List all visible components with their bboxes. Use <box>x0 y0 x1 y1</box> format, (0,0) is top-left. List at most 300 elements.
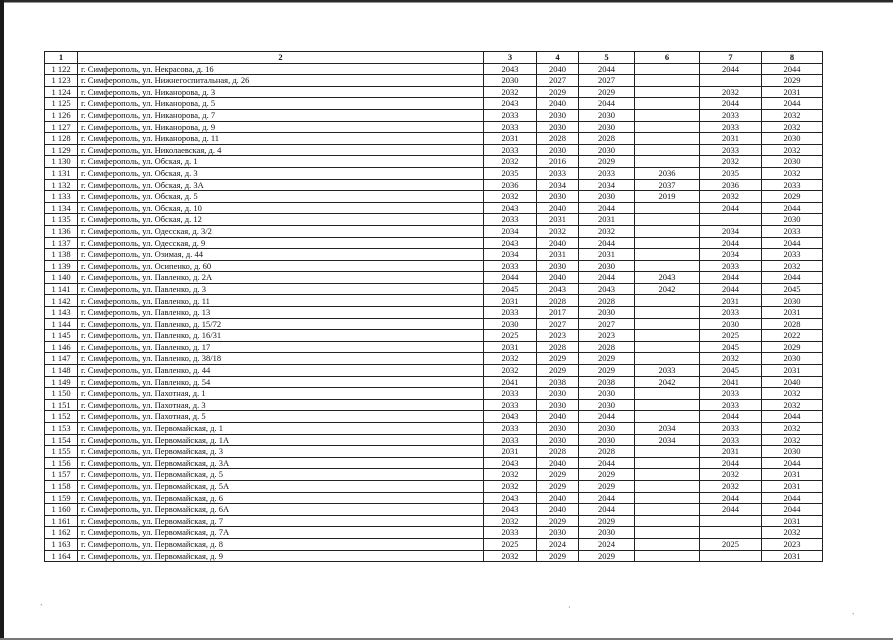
row-number-cell: 1 152 <box>45 411 78 423</box>
scan-top-edge <box>0 0 893 12</box>
col8-cell: 2029 <box>762 75 823 87</box>
address-cell: г. Симферополь, ул. Первомайская, д. 9 <box>78 550 484 562</box>
col8-cell: 2030 <box>762 133 823 145</box>
address-cell: г. Симферополь, ул. Никанорова, д. 9 <box>78 121 484 133</box>
col6-cell: 2036 <box>635 167 700 179</box>
row-number-cell: 1 150 <box>45 388 78 400</box>
col8-cell: 2044 <box>762 202 823 214</box>
column-header-7: 7 <box>700 52 762 64</box>
row-number-cell: 1 156 <box>45 457 78 469</box>
col3-cell: 2033 <box>484 423 537 435</box>
col7-cell: 2035 <box>700 167 762 179</box>
address-cell: г. Симферополь, ул. Первомайская, д. 7 <box>78 515 484 527</box>
col5-cell: 2030 <box>579 260 635 272</box>
col4-cell: 2030 <box>537 423 579 435</box>
col7-cell: 2031 <box>700 446 762 458</box>
col5-cell: 2028 <box>579 295 635 307</box>
col5-cell: 2030 <box>579 434 635 446</box>
table-row <box>45 353 823 365</box>
col6-cell <box>635 202 700 214</box>
address-cell: г. Симферополь, ул. Одесская, д. 3/2 <box>78 225 484 237</box>
row-number-cell: 1 124 <box>45 86 78 98</box>
col5-cell: 2044 <box>579 492 635 504</box>
col3-cell: 2034 <box>484 249 537 261</box>
address-cell: г. Симферополь, ул. Обская, д. 12 <box>78 214 484 226</box>
col5-cell: 2027 <box>579 318 635 330</box>
column-header-4: 4 <box>537 52 579 64</box>
row-number-cell: 1 153 <box>45 423 78 435</box>
table-body <box>45 63 823 562</box>
address-cell: г. Симферополь, ул. Обская, д. 5 <box>78 191 484 203</box>
col8-cell: 2030 <box>762 353 823 365</box>
col8-cell: 2032 <box>762 109 823 121</box>
col7-cell: 2032 <box>700 480 762 492</box>
table-row <box>45 214 823 226</box>
col5-cell: 2029 <box>579 550 635 562</box>
col4-cell: 2027 <box>537 75 579 87</box>
address-cell: г. Симферополь, ул. Никанорова, д. 7 <box>78 109 484 121</box>
col6-cell <box>635 330 700 342</box>
col4-cell: 2040 <box>537 63 579 75</box>
col6-cell <box>635 504 700 516</box>
col6-cell <box>635 388 700 400</box>
table-row <box>45 144 823 156</box>
col8-cell: 2031 <box>762 515 823 527</box>
col5-cell: 2044 <box>579 457 635 469</box>
col8-cell: 2028 <box>762 318 823 330</box>
row-number-cell: 1 163 <box>45 538 78 550</box>
table-row <box>45 399 823 411</box>
col5-cell: 2028 <box>579 341 635 353</box>
col8-cell: 2030 <box>762 156 823 168</box>
col7-cell: 2041 <box>700 376 762 388</box>
col3-cell: 2032 <box>484 550 537 562</box>
col7-cell: 2033 <box>700 307 762 319</box>
col4-cell: 2028 <box>537 295 579 307</box>
table-row <box>45 109 823 121</box>
address-cell: г. Симферополь, ул. Павленко, д. 17 <box>78 341 484 353</box>
col5-cell: 2028 <box>579 446 635 458</box>
col4-cell: 2029 <box>537 86 579 98</box>
address-cell: г. Симферополь, ул. Первомайская, д. 3А <box>78 457 484 469</box>
col6-cell <box>635 249 700 261</box>
col4-cell: 2030 <box>537 399 579 411</box>
address-cell: г. Симферополь, ул. Одесская, д. 9 <box>78 237 484 249</box>
col3-cell: 2031 <box>484 133 537 145</box>
col6-cell: 2037 <box>635 179 700 191</box>
col8-cell: 2033 <box>762 225 823 237</box>
col8-cell: 2044 <box>762 63 823 75</box>
col4-cell: 2028 <box>537 133 579 145</box>
col8-cell: 2022 <box>762 330 823 342</box>
table-row <box>45 237 823 249</box>
address-cell: г. Симферополь, ул. Обская, д. 1 <box>78 156 484 168</box>
col6-cell <box>635 86 700 98</box>
row-number-cell: 1 127 <box>45 121 78 133</box>
table-row <box>45 283 823 295</box>
scan-left-edge <box>0 0 4 640</box>
address-cell: г. Симферополь, ул. Нижнегоспитальная, д. 26 <box>78 75 484 87</box>
col8-cell: 2044 <box>762 98 823 110</box>
column-header-1: 1 <box>45 52 78 64</box>
row-number-cell: 1 135 <box>45 214 78 226</box>
col8-cell: 2030 <box>762 446 823 458</box>
address-cell: г. Симферополь, ул. Павленко, д. 3 <box>78 283 484 295</box>
row-number-cell: 1 148 <box>45 365 78 377</box>
col4-cell: 2033 <box>537 167 579 179</box>
row-number-cell: 1 130 <box>45 156 78 168</box>
table-row <box>45 446 823 458</box>
col5-cell: 2044 <box>579 504 635 516</box>
row-number-cell: 1 123 <box>45 75 78 87</box>
address-cell: г. Симферополь, ул. Никанорова, д. 11 <box>78 133 484 145</box>
col3-cell: 2032 <box>484 469 537 481</box>
col4-cell: 2030 <box>537 121 579 133</box>
table-row <box>45 249 823 261</box>
row-number-cell: 1 136 <box>45 225 78 237</box>
address-cell: г. Симферополь, ул. Павленко, д. 54 <box>78 376 484 388</box>
address-cell: г. Симферополь, ул. Павленко, д. 15/72 <box>78 318 484 330</box>
col7-cell: 2044 <box>700 63 762 75</box>
col4-cell: 2017 <box>537 307 579 319</box>
col3-cell: 2031 <box>484 341 537 353</box>
address-cell: г. Симферополь, ул. Павленко, д. 16/31 <box>78 330 484 342</box>
table-row <box>45 538 823 550</box>
col3-cell: 2035 <box>484 167 537 179</box>
col8-cell: 2044 <box>762 272 823 284</box>
address-cell: г. Симферополь, ул. Первомайская, д. 1 <box>78 423 484 435</box>
col4-cell: 2040 <box>537 411 579 423</box>
col8-cell: 2023 <box>762 538 823 550</box>
row-number-cell: 1 164 <box>45 550 78 562</box>
col4-cell: 2024 <box>537 538 579 550</box>
col6-cell: 2042 <box>635 376 700 388</box>
col7-cell: 2033 <box>700 260 762 272</box>
address-cell: г. Симферополь, ул. Первомайская, д. 8 <box>78 538 484 550</box>
col5-cell: 2030 <box>579 109 635 121</box>
table-row <box>45 469 823 481</box>
col8-cell: 2032 <box>762 121 823 133</box>
col6-cell <box>635 214 700 226</box>
col3-cell: 2036 <box>484 179 537 191</box>
col7-cell <box>700 550 762 562</box>
col8-cell: 2031 <box>762 469 823 481</box>
col5-cell: 2044 <box>579 411 635 423</box>
table-row <box>45 191 823 203</box>
col6-cell <box>635 492 700 504</box>
address-cell: г. Симферополь, ул. Пахотная, д. 1 <box>78 388 484 400</box>
table-row <box>45 365 823 377</box>
col4-cell: 2031 <box>537 214 579 226</box>
col7-cell: 2044 <box>700 98 762 110</box>
column-header-5: 5 <box>579 52 635 64</box>
col6-cell: 2019 <box>635 191 700 203</box>
row-number-cell: 1 141 <box>45 283 78 295</box>
col5-cell: 2030 <box>579 307 635 319</box>
col3-cell: 2041 <box>484 376 537 388</box>
col7-cell: 2044 <box>700 237 762 249</box>
address-cell: г. Симферополь, ул. Павленко, д. 13 <box>78 307 484 319</box>
table-row <box>45 492 823 504</box>
col6-cell <box>635 144 700 156</box>
col4-cell: 2029 <box>537 365 579 377</box>
col8-cell: 2032 <box>762 434 823 446</box>
col6-cell <box>635 98 700 110</box>
row-number-cell: 1 139 <box>45 260 78 272</box>
col3-cell: 2043 <box>484 504 537 516</box>
col4-cell: 2016 <box>537 156 579 168</box>
table-row <box>45 121 823 133</box>
col7-cell: 2032 <box>700 469 762 481</box>
col6-cell: 2042 <box>635 283 700 295</box>
col7-cell: 2044 <box>700 272 762 284</box>
row-number-cell: 1 154 <box>45 434 78 446</box>
col3-cell: 2043 <box>484 492 537 504</box>
column-header-3: 3 <box>484 52 537 64</box>
col6-cell <box>635 307 700 319</box>
col7-cell: 2033 <box>700 109 762 121</box>
col7-cell: 2025 <box>700 538 762 550</box>
table-row <box>45 341 823 353</box>
col5-cell: 2044 <box>579 237 635 249</box>
col3-cell: 2043 <box>484 202 537 214</box>
col3-cell: 2033 <box>484 434 537 446</box>
col5-cell: 2043 <box>579 283 635 295</box>
col5-cell: 2031 <box>579 214 635 226</box>
col4-cell: 2040 <box>537 237 579 249</box>
row-number-cell: 1 161 <box>45 515 78 527</box>
col7-cell <box>700 214 762 226</box>
row-number-cell: 1 143 <box>45 307 78 319</box>
col8-cell: 2044 <box>762 237 823 249</box>
table-row <box>45 457 823 469</box>
address-cell: г. Симферополь, ул. Первомайская, д. 6 <box>78 492 484 504</box>
col6-cell: 2034 <box>635 423 700 435</box>
col3-cell: 2032 <box>484 515 537 527</box>
col3-cell: 2033 <box>484 260 537 272</box>
table-row <box>45 272 823 284</box>
col6-cell <box>635 156 700 168</box>
table-row <box>45 86 823 98</box>
col4-cell: 2040 <box>537 272 579 284</box>
col5-cell: 2033 <box>579 167 635 179</box>
col8-cell: 2031 <box>762 550 823 562</box>
col6-cell <box>635 341 700 353</box>
col7-cell: 2025 <box>700 330 762 342</box>
row-number-cell: 1 159 <box>45 492 78 504</box>
col7-cell <box>700 515 762 527</box>
table-row <box>45 550 823 562</box>
row-number-cell: 1 142 <box>45 295 78 307</box>
col6-cell <box>635 260 700 272</box>
col4-cell: 2032 <box>537 225 579 237</box>
col7-cell: 2033 <box>700 434 762 446</box>
table-row <box>45 156 823 168</box>
col5-cell: 2029 <box>579 86 635 98</box>
col4-cell: 2040 <box>537 98 579 110</box>
col8-cell: 2032 <box>762 399 823 411</box>
col5-cell: 2029 <box>579 156 635 168</box>
col3-cell: 2034 <box>484 225 537 237</box>
col7-cell: 2032 <box>700 156 762 168</box>
col8-cell: 2044 <box>762 457 823 469</box>
row-number-cell: 1 133 <box>45 191 78 203</box>
address-cell: г. Симферополь, ул. Обская, д. 3А <box>78 179 484 191</box>
col6-cell: 2034 <box>635 434 700 446</box>
address-cell: г. Симферополь, ул. Первомайская, д. 3 <box>78 446 484 458</box>
col5-cell: 2044 <box>579 98 635 110</box>
col4-cell: 2029 <box>537 353 579 365</box>
col3-cell: 2032 <box>484 156 537 168</box>
address-cell: г. Симферополь, ул. Обская, д. 10 <box>78 202 484 214</box>
scan-speck: ˋ <box>40 603 43 612</box>
col8-cell: 2044 <box>762 411 823 423</box>
table-row <box>45 167 823 179</box>
table-row <box>45 75 823 87</box>
col5-cell: 2029 <box>579 365 635 377</box>
col7-cell: 2033 <box>700 144 762 156</box>
col4-cell: 2028 <box>537 341 579 353</box>
col7-cell: 2034 <box>700 225 762 237</box>
col6-cell <box>635 446 700 458</box>
col6-cell <box>635 538 700 550</box>
col7-cell: 2033 <box>700 423 762 435</box>
col3-cell: 2032 <box>484 86 537 98</box>
col4-cell: 2030 <box>537 388 579 400</box>
col5-cell: 2038 <box>579 376 635 388</box>
address-cell: г. Симферополь, ул. Никанорова, д. 5 <box>78 98 484 110</box>
col8-cell: 2040 <box>762 376 823 388</box>
col5-cell: 2027 <box>579 75 635 87</box>
col6-cell <box>635 353 700 365</box>
col6-cell <box>635 75 700 87</box>
col8-cell: 2032 <box>762 388 823 400</box>
row-number-cell: 1 129 <box>45 144 78 156</box>
col7-cell: 2030 <box>700 318 762 330</box>
col4-cell: 2030 <box>537 260 579 272</box>
col4-cell: 2029 <box>537 469 579 481</box>
col4-cell: 2031 <box>537 249 579 261</box>
col5-cell: 2030 <box>579 144 635 156</box>
col6-cell <box>635 399 700 411</box>
row-number-cell: 1 126 <box>45 109 78 121</box>
col5-cell: 2030 <box>579 527 635 539</box>
col3-cell: 2033 <box>484 214 537 226</box>
table-row <box>45 504 823 516</box>
address-cell: г. Симферополь, ул. Пахотная, д. 3 <box>78 399 484 411</box>
col5-cell: 2030 <box>579 121 635 133</box>
col4-cell: 2043 <box>537 283 579 295</box>
table-row <box>45 179 823 191</box>
row-number-cell: 1 162 <box>45 527 78 539</box>
col4-cell: 2030 <box>537 109 579 121</box>
col3-cell: 2043 <box>484 63 537 75</box>
col3-cell: 2032 <box>484 365 537 377</box>
col8-cell: 2033 <box>762 249 823 261</box>
table-row <box>45 295 823 307</box>
col4-cell: 2030 <box>537 527 579 539</box>
col4-cell: 2027 <box>537 318 579 330</box>
col3-cell: 2043 <box>484 98 537 110</box>
col7-cell: 2033 <box>700 388 762 400</box>
table-row <box>45 307 823 319</box>
col4-cell: 2034 <box>537 179 579 191</box>
address-cell: г. Симферополь, ул. Первомайская, д. 5А <box>78 480 484 492</box>
col4-cell: 2040 <box>537 202 579 214</box>
col5-cell: 2032 <box>579 225 635 237</box>
col4-cell: 2030 <box>537 191 579 203</box>
row-number-cell: 1 158 <box>45 480 78 492</box>
col7-cell: 2044 <box>700 283 762 295</box>
buildings-schedule-table <box>44 51 823 562</box>
row-number-cell: 1 144 <box>45 318 78 330</box>
row-number-cell: 1 155 <box>45 446 78 458</box>
col3-cell: 2033 <box>484 307 537 319</box>
col8-cell: 2031 <box>762 365 823 377</box>
address-cell: г. Симферополь, ул. Первомайская, д. 7А <box>78 527 484 539</box>
col7-cell: 2045 <box>700 341 762 353</box>
col6-cell <box>635 295 700 307</box>
col3-cell: 2044 <box>484 272 537 284</box>
address-cell: г. Симферополь, ул. Обская, д. 3 <box>78 167 484 179</box>
address-cell: г. Симферополь, ул. Павленко, д. 2А <box>78 272 484 284</box>
col3-cell: 2033 <box>484 121 537 133</box>
col4-cell: 2038 <box>537 376 579 388</box>
col5-cell: 2034 <box>579 179 635 191</box>
col7-cell <box>700 527 762 539</box>
col7-cell: 2044 <box>700 492 762 504</box>
col7-cell <box>700 75 762 87</box>
col6-cell <box>635 318 700 330</box>
row-number-cell: 1 125 <box>45 98 78 110</box>
col8-cell: 2032 <box>762 167 823 179</box>
row-number-cell: 1 138 <box>45 249 78 261</box>
address-cell: г. Симферополь, ул. Первомайская, д. 5 <box>78 469 484 481</box>
address-cell: г. Симферополь, ул. Осипенко, д. 60 <box>78 260 484 272</box>
row-number-cell: 1 131 <box>45 167 78 179</box>
row-number-cell: 1 145 <box>45 330 78 342</box>
col8-cell: 2030 <box>762 295 823 307</box>
col5-cell: 2030 <box>579 399 635 411</box>
col6-cell: 2043 <box>635 272 700 284</box>
col8-cell: 2033 <box>762 179 823 191</box>
col7-cell: 2045 <box>700 365 762 377</box>
table-row <box>45 411 823 423</box>
row-number-cell: 1 160 <box>45 504 78 516</box>
col3-cell: 2033 <box>484 109 537 121</box>
col6-cell <box>635 411 700 423</box>
col4-cell: 2029 <box>537 515 579 527</box>
col6-cell <box>635 133 700 145</box>
col3-cell: 2043 <box>484 457 537 469</box>
address-cell: г. Симферополь, ул. Озимая, д. 44 <box>78 249 484 261</box>
col3-cell: 2030 <box>484 75 537 87</box>
scan-speck: · <box>568 603 571 612</box>
row-number-cell: 1 151 <box>45 399 78 411</box>
col6-cell <box>635 237 700 249</box>
col3-cell: 2031 <box>484 295 537 307</box>
col5-cell: 2044 <box>579 202 635 214</box>
col4-cell: 2029 <box>537 480 579 492</box>
col4-cell: 2028 <box>537 446 579 458</box>
col7-cell: 2044 <box>700 411 762 423</box>
col5-cell: 2030 <box>579 191 635 203</box>
col6-cell <box>635 550 700 562</box>
col8-cell: 2045 <box>762 283 823 295</box>
col3-cell: 2032 <box>484 480 537 492</box>
table-row <box>45 388 823 400</box>
col5-cell: 2023 <box>579 330 635 342</box>
